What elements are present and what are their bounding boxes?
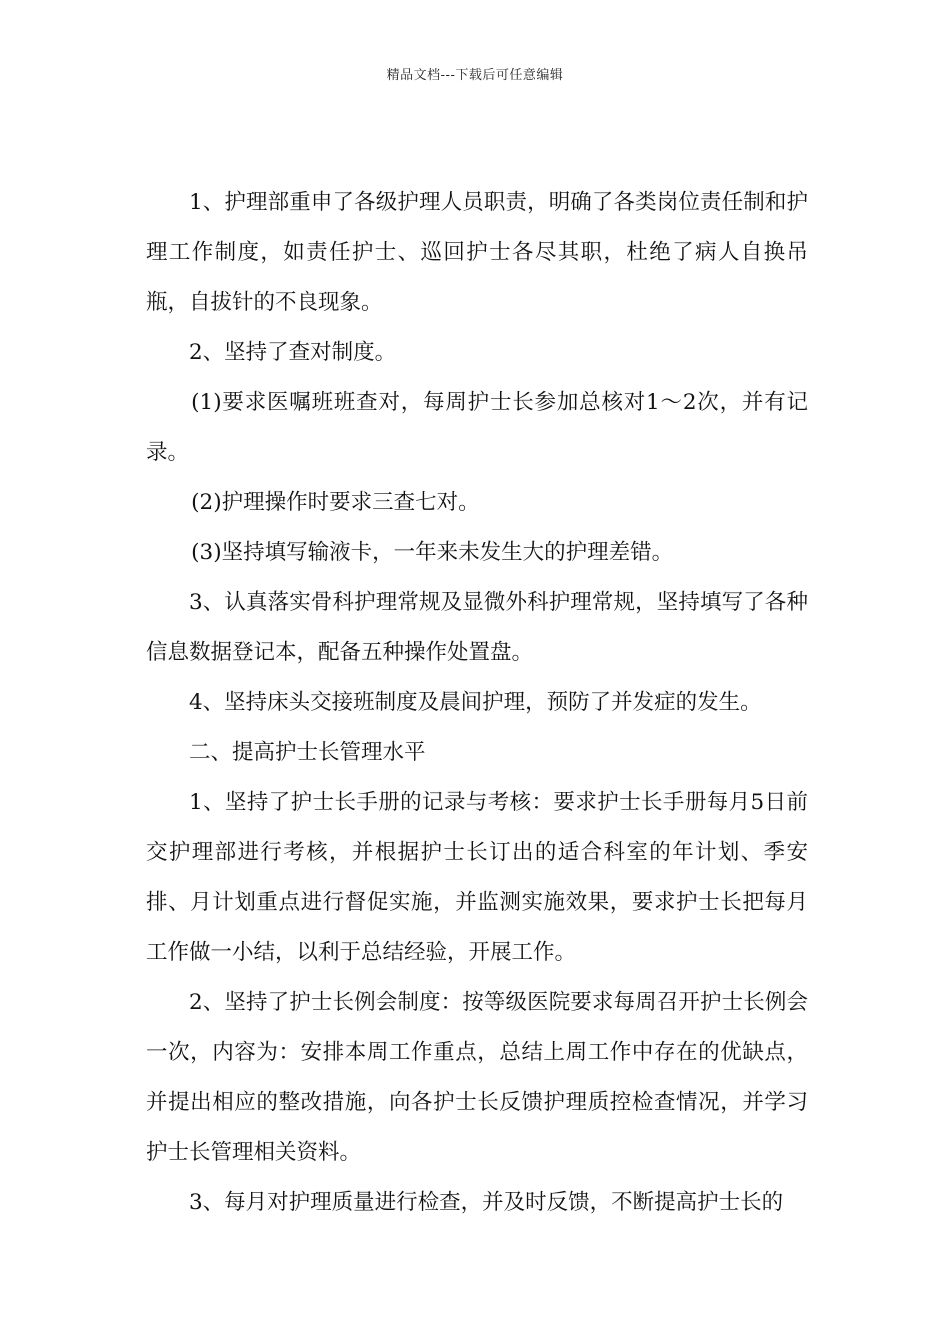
- page-header: 精品文档---下载后可任意编辑: [386, 68, 564, 83]
- document-body: [146, 178, 808, 1228]
- paragraph-duty-system: 1、护理部重申了各级护理人员职责，明确了各类岗位责任制和护理工作制度，如责任护士、巡回护士各尽其职，杜绝了病人自换吊瓶，自拔针的不良现象。: [146, 190, 808, 315]
- paragraph-check-item-1: (1)要求医嘱班班查对，每周护士长参加总核对1～2次，并有记录。: [146, 390, 808, 465]
- paragraph-nursing-routine: 3、认真落实骨科护理常规及显微外科护理常规，坚持填写了各种信息数据登记本，配备五种操作处置盘。: [146, 590, 808, 665]
- paragraph-bedside-handover: 4、坚持床头交接班制度及晨间护理，预防了并发症的发生。: [189, 690, 762, 715]
- section-heading-management: 二、提高护士长管理水平: [189, 740, 426, 765]
- paragraph-check-system: 2、坚持了查对制度。: [189, 340, 397, 365]
- paragraph-check-item-3: (3)坚持填写输液卡，一年来未发生大的护理差错。: [191, 540, 674, 565]
- paragraph-check-item-2: (2)护理操作时要求三查七对。: [191, 490, 480, 515]
- paragraph-monthly-quality-check: 3、每月对护理质量进行检查，并及时反馈，不断提高护士长的: [189, 1190, 784, 1215]
- paragraph-head-nurse-meeting: 2、坚持了护士长例会制度：按等级医院要求每周召开护士长例会一次，内容为：安排本周工作重点，总结上周工作中存在的优缺点，并提出相应的整改措施，向各护士长反馈护理质控检查情况，并学习护士长管理相关资料。: [146, 990, 808, 1165]
- paragraph-head-nurse-handbook: 1、坚持了护士长手册的记录与考核：要求护士长手册每月5日前交护理部进行考核，并根据护士长订出的适合科室的年计划、季安排、月计划重点进行督促实施，并监测实施效果，要求护士长把每月工作做一小结，以利于总结经验，开展工作。: [146, 790, 808, 965]
